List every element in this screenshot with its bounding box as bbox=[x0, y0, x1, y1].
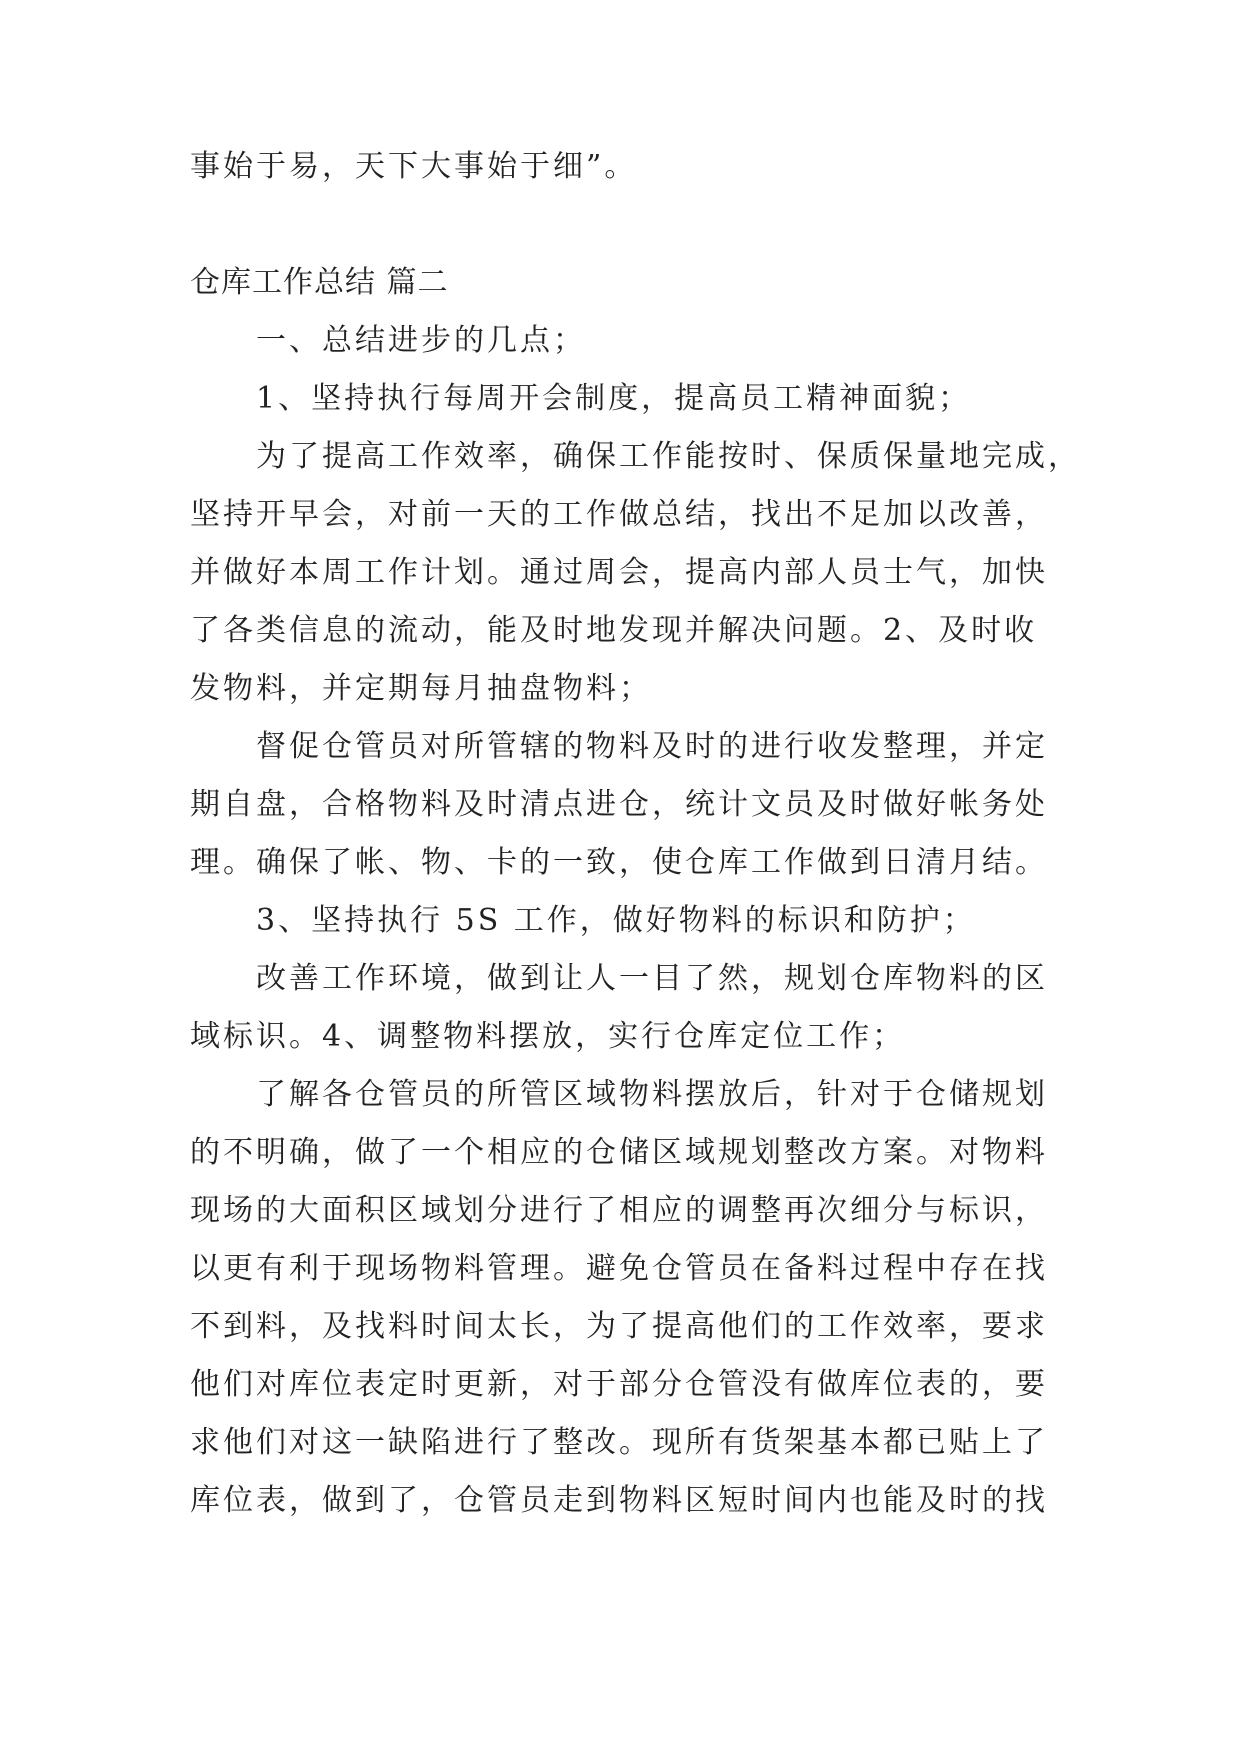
text-line: 督促仓管员对所管辖的物料及时的进行收发整理，并定 bbox=[256, 729, 1048, 764]
text-line: 现场的大面积区域划分进行了相应的调整再次细分与标识， bbox=[190, 1193, 1048, 1228]
text-line: 并做好本周工作计划。通过周会，提高内部人员士气，加快 bbox=[190, 555, 1048, 590]
text-line: 为了提高工作效率，确保工作能按时、保质保量地完成， bbox=[256, 439, 1081, 474]
sub-heading: 一、总结进步的几点； bbox=[256, 323, 586, 358]
text-line: 他们对库位表定时更新，对于部分仓管没有做库位表的，要 bbox=[190, 1367, 1048, 1402]
text-line: 3、坚持执行 5S 工作，做好物料的标识和防护； bbox=[256, 903, 976, 938]
text-line: 以更有利于现场物料管理。避免仓管员在备料过程中存在找 bbox=[190, 1251, 1048, 1286]
text-line: 域标识。4、调整物料摆放，实行仓库定位工作； bbox=[190, 1019, 906, 1054]
text-line: 库位表，做到了，仓管员走到物料区短时间内也能及时的找 bbox=[190, 1483, 1048, 1518]
text-line: 期自盘，合格物料及时清点进仓，统计文员及时做好帐务处 bbox=[190, 787, 1048, 822]
text-line: 1、坚持执行每周开会制度，提高员工精神面貌； bbox=[256, 381, 972, 416]
text-line: 理。确保了帐、物、卡的一致，使仓库工作做到日清月结。 bbox=[190, 845, 1048, 880]
blank-line bbox=[190, 196, 1060, 254]
section-heading: 仓库工作总结 篇二 bbox=[190, 265, 449, 300]
text-line: 了各类信息的流动，能及时地发现并解决问题。2、及时收 bbox=[190, 613, 1038, 648]
text-line: 的不明确，做了一个相应的仓储区域规划整改方案。对物料 bbox=[190, 1135, 1048, 1170]
text-line: 改善工作环境，做到让人一目了然，规划仓库物料的区 bbox=[256, 961, 1048, 996]
text-line: 了解各仓管员的所管区域物料摆放后，针对于仓储规划 bbox=[256, 1077, 1048, 1112]
text-line: 坚持开早会，对前一天的工作做总结，找出不足加以改善， bbox=[190, 497, 1048, 532]
text-line: 发物料，并定期每月抽盘物料； bbox=[190, 671, 652, 706]
text-line: 不到料，及找料时间太长，为了提高他们的工作效率，要求 bbox=[190, 1309, 1048, 1344]
text-body bbox=[190, 138, 1081, 1530]
text-line: 求他们对这一缺陷进行了整改。现所有货架基本都已贴上了 bbox=[190, 1425, 1048, 1460]
text-line: 事始于易，天下大事始于细”。 bbox=[190, 149, 638, 184]
